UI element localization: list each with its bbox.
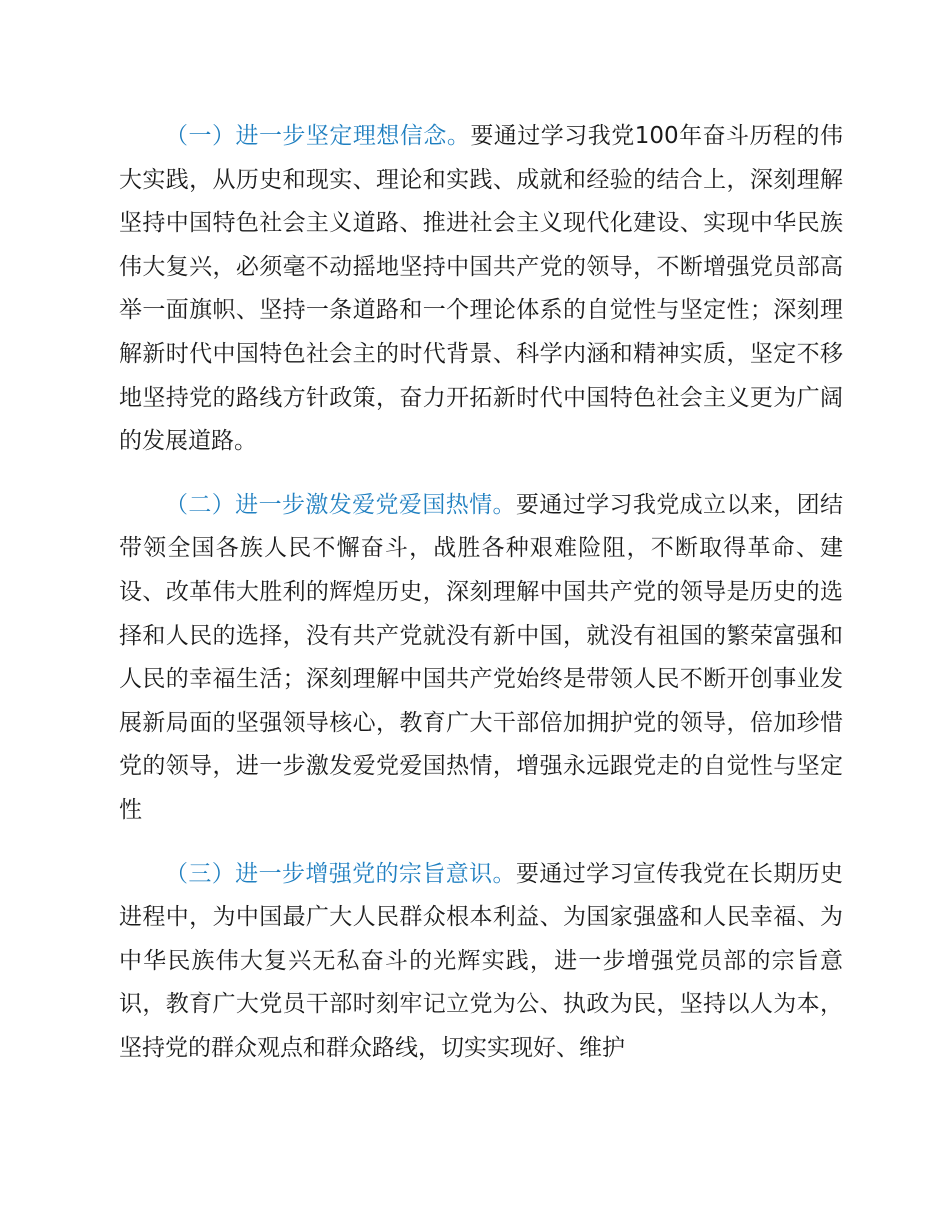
section-heading-2: （二）进一步激发爱党爱国热情。 bbox=[165, 491, 516, 518]
section-heading-3: （三）进一步增强党的宗旨意识。 bbox=[165, 860, 516, 887]
section-paragraph-3 bbox=[119, 853, 843, 1071]
section-body-2: 要通过学习我党成立以来，团结带领全国各族人民不懈奋斗，战胜各种艰难险阻，不断取得革命、建设、改革伟大胜利的辉煌历史，深刻理解中国共产党的领导是历史的选择和人民的选择，没有共产党就没有新中国，就没有祖国的繁荣富强和人民的幸福生活；深刻理解中国共产党始终是带领人民不断开创事业发展新局面的坚强领导核心，教育广大干部倍加拥护党的领导，倍加珍惜党的领导，进一步激发爱党爱国热情，增强永远跟党走的自觉性与坚定性 bbox=[119, 491, 844, 823]
section-paragraph-1 bbox=[119, 115, 843, 464]
section-body-3: 要通过学习宣传我党在长期历史进程中，为中国最广大人民群众根本利益、为国家强盛和人民幸福、为中华民族伟大复兴无私奋斗的光辉实践，进一步增强党员部的宗旨意识，教育广大党员干部时刻牢记立党为公、执政为民，坚持以人为本，坚持党的群众观点和群众路线，切实实现好、维护 bbox=[119, 860, 844, 1061]
section-body-1: 要通过学习我党100年奋斗历程的伟大实践，从历史和现实、理论和实践、成就和经验的结合上，深刻理解坚持中国特色社会主义道路、推进社会主义现代化建设、实现中华民族伟大复兴，必须毫不动摇地坚持中国共产党的领导，不断增强党员部高举一面旗帜、坚持一条道路和一个理论体系的自觉性与坚定性；深刻理解新时代中国特色社会主的时代背景、科学内涵和精神实质，坚定不移地坚持党的路线方针政策，奋力开拓新时代中国特色社会主义更为广阔的发展道路。 bbox=[119, 123, 844, 455]
document-body bbox=[119, 115, 843, 1090]
section-heading-1: （一）进一步坚定理想信念。 bbox=[165, 123, 471, 149]
section-paragraph-2 bbox=[119, 484, 843, 833]
